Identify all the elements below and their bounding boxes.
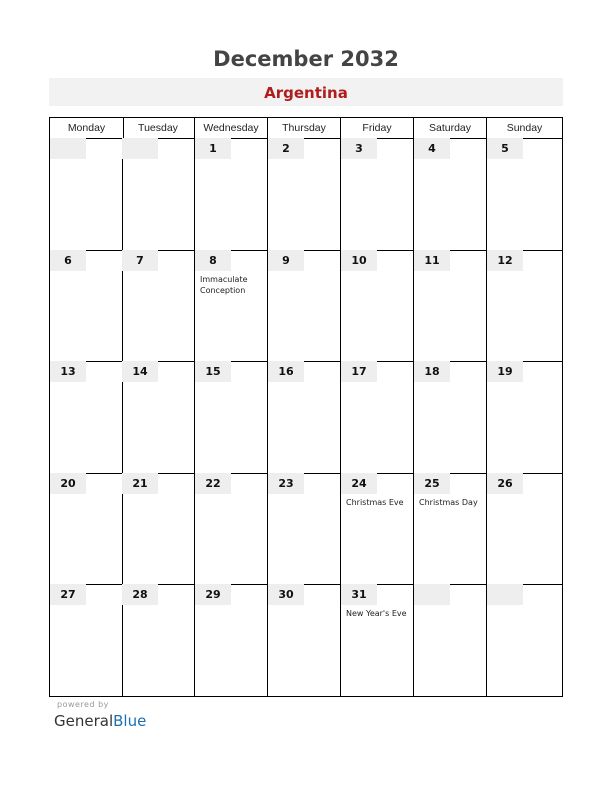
holiday-label: Christmas Day bbox=[419, 497, 478, 507]
day-cell-17 bbox=[341, 361, 414, 474]
day-cell-22 bbox=[195, 473, 268, 586]
day-cell-21 bbox=[122, 473, 195, 586]
brand-name-part1: General bbox=[54, 712, 114, 730]
day-cell-7 bbox=[122, 250, 195, 363]
weekday-header-monday: Monday bbox=[50, 118, 124, 139]
weekday-header-thursday: Thursday bbox=[268, 118, 341, 139]
day-cell-27 bbox=[50, 584, 123, 697]
weekday-header-saturday: Saturday bbox=[414, 118, 487, 139]
day-cell-10 bbox=[341, 250, 414, 363]
day-number: 24 bbox=[351, 476, 367, 490]
day-cell-12 bbox=[487, 250, 563, 363]
day-cell-25 bbox=[414, 473, 487, 586]
weekday-header-friday: Friday bbox=[341, 118, 414, 139]
day-number: 9 bbox=[282, 253, 290, 267]
day-number: 19 bbox=[497, 365, 513, 379]
day-number: 28 bbox=[132, 588, 148, 602]
page-title: December 2032 bbox=[213, 47, 399, 71]
day-cell-23 bbox=[268, 473, 341, 586]
day-number: 18 bbox=[424, 365, 440, 379]
day-cell-1 bbox=[195, 138, 268, 251]
day-number: 31 bbox=[351, 588, 367, 602]
day-number-box bbox=[414, 584, 450, 605]
day-number: 25 bbox=[424, 476, 440, 490]
country-name: Argentina bbox=[264, 84, 348, 102]
day-cell-2 bbox=[268, 138, 341, 251]
day-number: 20 bbox=[60, 476, 76, 490]
day-number-box bbox=[122, 138, 158, 159]
day-cell-19 bbox=[487, 361, 563, 474]
day-cell-11 bbox=[414, 250, 487, 363]
day-cell-4 bbox=[414, 138, 487, 251]
day-number: 11 bbox=[424, 253, 440, 267]
day-number: 4 bbox=[428, 142, 436, 155]
weekday-header-tuesday: Tuesday bbox=[122, 118, 195, 139]
brand-logo bbox=[54, 712, 146, 730]
day-cell-30 bbox=[268, 584, 341, 697]
day-cell-26 bbox=[487, 473, 563, 586]
day-cell-9 bbox=[268, 250, 341, 363]
day-number: 10 bbox=[351, 253, 367, 267]
day-number: 21 bbox=[132, 476, 148, 490]
day-cell-3 bbox=[341, 138, 414, 251]
powered-by-text: powered by bbox=[57, 700, 109, 709]
day-cell-28 bbox=[122, 584, 195, 697]
day-cell-5 bbox=[487, 138, 563, 251]
country-banner bbox=[49, 78, 563, 106]
empty-day-cell bbox=[122, 138, 195, 251]
day-cell-14 bbox=[122, 361, 195, 474]
day-number: 14 bbox=[132, 365, 148, 379]
day-cell-29 bbox=[195, 584, 268, 697]
brand-name-part2: Blue bbox=[113, 712, 147, 730]
day-cell-15 bbox=[195, 361, 268, 474]
day-number: 16 bbox=[278, 365, 294, 379]
day-cell-13 bbox=[50, 361, 123, 474]
day-number: 6 bbox=[64, 253, 72, 267]
day-number: 30 bbox=[278, 588, 294, 602]
empty-day-cell bbox=[414, 584, 487, 697]
weekday-header-wednesday: Wednesday bbox=[195, 118, 268, 139]
day-number: 3 bbox=[355, 142, 363, 155]
day-cell-31 bbox=[341, 584, 414, 697]
weekday-header-sunday: Sunday bbox=[487, 118, 563, 139]
day-number: 8 bbox=[209, 253, 217, 267]
holiday-label: Immaculate Conception bbox=[200, 274, 248, 295]
day-number-box bbox=[487, 584, 523, 605]
day-cell-18 bbox=[414, 361, 487, 474]
day-number: 7 bbox=[136, 253, 144, 267]
day-number: 27 bbox=[60, 588, 76, 602]
holiday-label: Christmas Eve bbox=[346, 497, 404, 507]
day-number: 26 bbox=[497, 476, 513, 490]
day-number: 17 bbox=[351, 365, 367, 379]
day-cell-20 bbox=[50, 473, 123, 586]
calendar-grid bbox=[49, 117, 563, 697]
empty-day-cell bbox=[487, 584, 563, 697]
day-number: 22 bbox=[205, 476, 221, 490]
day-number: 5 bbox=[501, 142, 509, 155]
day-number: 15 bbox=[205, 365, 221, 379]
day-number: 23 bbox=[278, 476, 294, 490]
empty-day-cell bbox=[50, 138, 123, 251]
day-cell-24 bbox=[341, 473, 414, 586]
day-number-box bbox=[50, 138, 86, 159]
holiday-label: New Year's Eve bbox=[346, 609, 407, 619]
day-cell-16 bbox=[268, 361, 341, 474]
day-number: 13 bbox=[60, 365, 76, 379]
day-cell-8 bbox=[195, 250, 268, 363]
day-cell-6 bbox=[50, 250, 123, 363]
day-number: 12 bbox=[497, 253, 513, 267]
day-number: 2 bbox=[282, 142, 290, 155]
day-number: 29 bbox=[205, 588, 221, 602]
day-number: 1 bbox=[209, 142, 217, 155]
